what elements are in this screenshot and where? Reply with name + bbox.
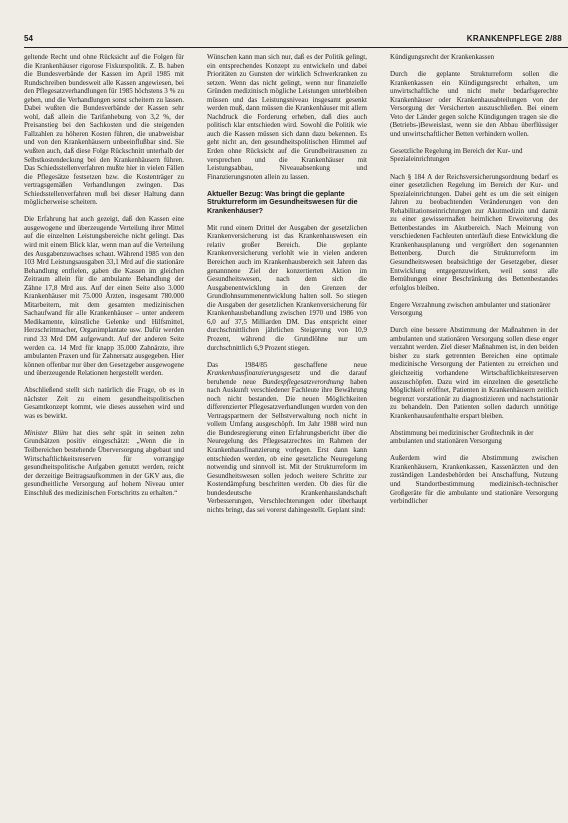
header-rule [24, 47, 568, 48]
column-3 [390, 53, 558, 815]
subheading: Engere Verzahnung zwischen ambulanter und stationärer Versorgung [390, 300, 551, 318]
subheading: Gesetzliche Regelung im Bereich der Kur- und Spezialeinrichtungen [390, 146, 523, 164]
paragraph [24, 429, 184, 497]
column-1 [24, 53, 184, 815]
emphasis: Krankenhausfinanzierungsgesetz [207, 369, 301, 378]
emphasis: Bundespflegesatzverordnung [262, 377, 344, 386]
paragraph-text: hat dies sehr spät in seinen zehn Grundsätzen positiv eingeschätzt: „Wenn die in Teilbereichen bestehende Überversorgung abgebaut und Wirtschaftlichkeitsreserven für vorrangige gesundheitspolitische Aufgaben genutzt werden, reicht der derzeitige Beitragsaufkommen in der GKV aus, die gesundheitliche Versorgung auf hohem Niveau unter Einschluß des medizinischen Fortschritts zu erhalten.“ [24, 428, 184, 497]
paragraph: geltende Recht und ohne Rücksicht auf die Folgen für die Krankenhäuser rigorose Fixkurspolitik. Z. B. haben die Bundesverbände der Kassen im April 1985 mit Rundschreiben bundesweit alle Kassen angewiesen, bei den Pflegesatzverhandlungen für 1985 höchstens 3 % zu geben, und die Verhandlungen sonst scheitern zu lassen. Dabei wußten die Bundesverbände der Kassen sehr wohl, daß allein die Tarifanhebung von 3,2 %, der Preisanstieg bei den Sachkosten und die steigenden Fallzahlen zu höheren Kosten führen, die unabweisbar und von den Krankenhäusern unbeeinflußbar sind. Sie wußten auch, daß diese Folge Rückschnitt unterhalb der Selbstkostendeckung bei den Krankenhäusern führen. Das Schiedsstellenverfahren mußte hier in vielen Fällen die Pflegesätze festsetzen bzw. die Kostenträger zu vertragsgemäßen Verhandlungen zwingen. Das Schiedsstellenverfahren muß bei dieser Haltung dann möglicherweise scheitern. [24, 53, 184, 207]
emphasis: Minister Blüm [24, 428, 68, 437]
paragraph-text: und die darauf beruhende neue [207, 369, 367, 386]
paragraph: Die Erfahrung hat auch gezeigt, daß den Kassen eine ausgewogene und überzeugende Verteilung ihrer Mittel auf die einzelnen Leistungsbereiche nicht gelingt. Das wird mit einem Blick klar, wenn man auf die Verteilung des Ausgabenzuwachses schaut. Während 1985 von den 103 Mrd Leistungsausgaben 33,1 Mrd auf die stationäre Behandlung entfielen, gaben die Kassen im gleichen Zeitraum allein für die ambulante Behandlung der Zähne 17,8 Mrd aus. Auf der einen Seite also 3.000 Krankenhäuser mit 75.000 Ärzten, insgesamt 780.000 Mitarbeitern, mit dem gesamten medizinischen Sachaufwand für alle Krankenhäuser – unter anderem Medikamente, künstliche Gelenke und Hilfsmittel, Herzschrittmacher, Organimplantate usw. Dafür werden rund 33 Mrd DM aufgewandt. Auf der anderen Seite werden ca. 14 Mrd für knapp 35.000 Zahnärzte, ihre ambulanten Praxen und für Zahnersatz ausgegeben. Hier können offenbar nur über den Gesetzgeber ausgewogene und überzeugende Relationen hergestellt werden. [24, 215, 184, 378]
paragraph: Außerdem wird die Abstimmung zwischen Krankenhäusern, Krankenkassen, Kassenärzten und den zuständigen Landesbehörden bei Anschaffung, Nutzung und Standortbestimmung medizinisch-technischer Großgeräte für die ambulante und stationäre Versorgung verbindlicher [390, 454, 558, 506]
paragraph-text: haben nach Auskunft verschiedener Fachleute ihre Bewährung noch nicht bestanden. Die neuen Möglichkeiten differenzierter Pflegesatzverhandlungen wurden von den Vertragspartnern der Selbstverwaltung noch nicht in vollem Umfang ausgeschöpft. Im Jahr 1988 wird nun die Bundesregierung einen Erfahrungsbericht über die Neuregelung des Pflegesatzrechtes im Rahmen der Krankenhausfinanzierung vorlegen. Erst dann kann entschieden werden, ob eine gesetzliche Neuregelung notwendig und sinnvoll ist. Mit der Strukturreform im Gesundheitswesen sollen jedoch weitere Schritte zur Kostendämpfung beschritten werden. Ob dies für die bundesdeutsche Krankenhauslandschaft Verbesserungen, Verschlechterungen oder überhaupt nichts bringt, das sei vorerst dahingestellt. Geplant sind: [207, 377, 367, 514]
page-header [24, 34, 562, 46]
paragraph-text: Das 1984/85 geschaffene neue [207, 360, 367, 369]
paragraph: Wünschen kann man sich nur, daß es der Politik gelingt, ein entsprechendes Konzept zu entwickeln und dabei Prioritäten zu Gunsten der wirklich Schwerkranken zu setzen. Wenn das nicht gelingt, wenn nur finanzielle Gründen medizinisch mögliche Leistungen unterbleiben müssen und das Leistungsniveau insgesamt gesenkt werden muß, dann müssen die Krankenhäuser mit allem Nachdruck die Forderung erheben, daß dies auch politisch klar entschieden wird. Sowohl die Politik wie auch die Kassen müssen sich dann dazu bekennen. Es geht nicht an, den gesundheitspolitischen Himmel auf Erden ohne Rücksicht auf die Grundbeitrausmen zu versprechen und die Krankenhäuser mit Leistungsabbau, Niveauabsenkung und Finanzierungsnoten allein zu lassen. [207, 53, 367, 181]
paragraph [207, 361, 367, 515]
page-number: 54 [24, 34, 33, 43]
paragraph: Durch die geplante Strukturreform sollen die Krankenkassen ein Kündigungsrecht erhalten, um unwirtschaftliche und nicht mehr bedarfsgerechte Krankenhäuser oder Krankenhausabteilungen von der Versorgung der Versicherten auszuschließen. Bei einem Veto der Länder gegen solche Kündigungen tragen sie die (Betriebs-)Beweislast, wenn sie den Abbau überflüssiger und unwirtschaftlicher Betten verhindern wollen. [390, 70, 558, 138]
section-heading: Aktueller Bezug: Was bringt die geplante Strukturreform im Gesundheitswesen für die Krankenhäuser? [207, 189, 358, 215]
subheading: Kündigungsrecht der Krankenkassen [390, 53, 495, 61]
column-2 [207, 53, 367, 815]
subheading: Abstimmung bei medizinischer Großtechnik in der ambulanten und stationären Versorgung [390, 428, 534, 446]
paragraph: Nach § 184 A der Reichsversicherungsordnung bedarf es einer gesetzlichen Regelung im Bereich der Kur- und Spezialeinrichtungen. Dabei geht es um die seit einigen Jahren zu beobachtenden Veränderungen von den Rehabilitationseinrichtungen zur Akutmedizin und damit zu einer gewissermaßen heimlichen Erweiterung des Bettenbestandes im Akutbereich. Nach Meinung von verschiedenen Fachleuten unterläuft diese Entwicklung die Krankenhausplanung und vergrößert den sogenannten Bettenberg. Durch die Strukturreform im Gesundheitswesen beabsichtige der Gesetzgeber, dieser Entwicklung entgegenzuwirken, weil sonst alle Bemühungen einer Beschränkung des Bettenbestandes erfolglos bleiben. [390, 172, 558, 292]
paragraph: Mit rund einem Drittel der Ausgaben der gesetzlichen Krankenversicherung ist das Krankenhauswesen ein relativ großer Bereich. Die geplante Krankenversicherung verlohlt wie in vielen anderen Bereichen auch im Krankenhausbereich seit Jahren das genannnene Ziel der konzertierten Aktion im Gesundheitswesen, nach dem sich die Ausgabenentwicklung in den Grenzen der Grundlohnsummenentwicklung halten soll. So stiegen die Ausgaben der gesetzlichen Krankenversicherung für Krankenhausbehandlung zwischen 1970 und 1986 von 6,0 auf 37,5 Milliarden DM. Das entspricht einer durchschnittlichen jährlichen Steigerung von 10,9 Prozent, während die Grundlöhne nur um durchschnittlich 6,9 Prozent stiegen. [207, 223, 367, 352]
paragraph: Durch eine bessere Abstimmung der Maßnahmen in der ambulanten und stationären Versorgung sollen diese enger verzahnt werden. Ziel dieser Maßnahmen ist, in den beiden bisher zu stark getrennten Bereichen eine optimale medizinische Versorgung der Patienten zu erreichen und gleichzeitig vorhandene Wirtschaftlichkeitsreserven auszuschöpfen. Dazu wird im einzelnen die gesetzliche Möglichkeit eröffnet, Patienten in Krankenhäusern zeitlich begrenzt vorstationär zu diagnostizieren und nachstationär zu behandeln. Den Patienten sollen dadurch unnötige Krankenhausaufenthalte erspart bleiben. [390, 326, 558, 420]
journal-title: KRANKENPFLEGE 2/88 [466, 34, 562, 43]
paragraph: Abschließend stellt sich natürlich die Frage, ob es in nächster Zeit zu einem gesundheitspolitischen Gesamtkonzept kommt, wie dieses aussehen wird und was es bewirkt. [24, 386, 184, 420]
